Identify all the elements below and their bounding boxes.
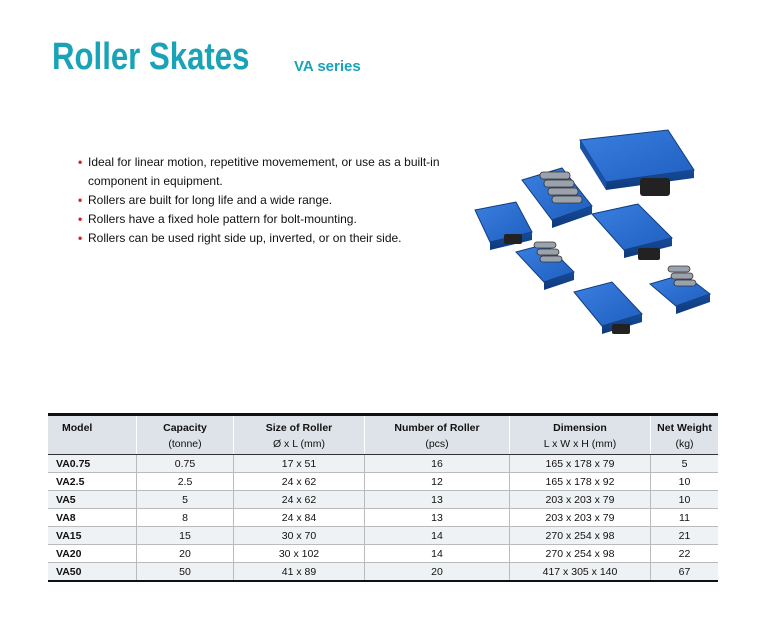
roller-size-cell: 30 x 70 [234,527,365,545]
roller-skate-open-small [516,242,574,290]
roller-skate-open [522,168,592,228]
column-unit: (pcs) [365,437,510,455]
model-cell: VA2.5 [48,473,137,491]
roller-count-cell: 16 [365,455,510,473]
capacity-cell: 0.75 [137,455,234,473]
dimension-cell: 270 x 254 x 98 [510,527,651,545]
roller-count-cell: 12 [365,473,510,491]
column-unit: Ø x L (mm) [234,437,365,455]
capacity-cell: 2.5 [137,473,234,491]
table-row [48,509,718,527]
roller-count-cell: 20 [365,563,510,582]
feature-list [78,153,468,248]
specification-table [48,413,718,582]
roller-count-cell: 14 [365,527,510,545]
feature-text: Rollers are built for long life and a wide range. [88,193,333,207]
capacity-cell: 20 [137,545,234,563]
roller-skate-large [580,130,694,196]
roller-count-cell: 13 [365,509,510,527]
weight-cell: 67 [651,563,719,582]
capacity-cell: 50 [137,563,234,582]
weight-cell: 5 [651,455,719,473]
weight-cell: 22 [651,545,719,563]
roller-count-cell: 14 [365,545,510,563]
model-cell: VA0.75 [48,455,137,473]
model-cell: VA5 [48,491,137,509]
dimension-cell: 417 x 305 x 140 [510,563,651,582]
feature-item [78,153,468,191]
page-title: Roller Skates [52,36,250,78]
roller-size-cell: 24 x 62 [234,473,365,491]
column-unit: (tonne) [137,437,234,455]
roller-size-cell: 17 x 51 [234,455,365,473]
column-header: Capacity [137,415,234,438]
roller-size-cell: 30 x 102 [234,545,365,563]
table-units-row [48,437,718,455]
feature-item [78,229,468,248]
roller-skate-bottom [574,282,642,334]
capacity-cell: 8 [137,509,234,527]
roller-size-cell: 24 x 84 [234,509,365,527]
feature-text: Rollers have a fixed hole pattern for bolt-mounting. [88,212,357,226]
weight-cell: 21 [651,527,719,545]
dimension-cell: 203 x 203 x 79 [510,491,651,509]
feature-text: Ideal for linear motion, repetitive movemement, or use as a built-in component in equipment. [88,155,440,188]
dimension-cell: 270 x 254 x 98 [510,545,651,563]
weight-cell: 11 [651,509,719,527]
column-unit: (kg) [651,437,719,455]
model-cell: VA20 [48,545,137,563]
column-header: Dimension [510,415,651,438]
capacity-cell: 5 [137,491,234,509]
column-header: Number of Roller [365,415,510,438]
roller-size-cell: 24 x 62 [234,491,365,509]
feature-item [78,210,468,229]
dimension-cell: 203 x 203 x 79 [510,509,651,527]
dimension-cell: 165 x 178 x 92 [510,473,651,491]
model-cell: VA50 [48,563,137,582]
capacity-cell: 15 [137,527,234,545]
feature-item [78,191,468,210]
roller-count-cell: 13 [365,491,510,509]
roller-skate-open-right [650,266,710,314]
roller-skate-medium [592,204,672,260]
table-row [48,563,718,582]
column-unit [48,437,137,455]
column-header: Net Weight [651,415,719,438]
bullet-icon: • [78,231,83,245]
model-cell: VA15 [48,527,137,545]
table-row [48,473,718,491]
product-image [470,128,750,348]
weight-cell: 10 [651,473,719,491]
bullet-icon: • [78,212,83,226]
column-unit: L x W x H (mm) [510,437,651,455]
bullet-icon: • [78,155,83,169]
weight-cell: 10 [651,491,719,509]
table-header-row [48,415,718,438]
table-row [48,455,718,473]
feature-text: Rollers can be used right side up, inverted, or on their side. [88,231,402,245]
series-label: VA series [294,58,361,75]
column-header: Size of Roller [234,415,365,438]
model-cell: VA8 [48,509,137,527]
roller-size-cell: 41 x 89 [234,563,365,582]
bullet-icon: • [78,193,83,207]
column-header: Model [48,415,137,438]
dimension-cell: 165 x 178 x 79 [510,455,651,473]
table-row [48,491,718,509]
table-row [48,545,718,563]
table-row [48,527,718,545]
roller-skate-small [475,202,532,250]
